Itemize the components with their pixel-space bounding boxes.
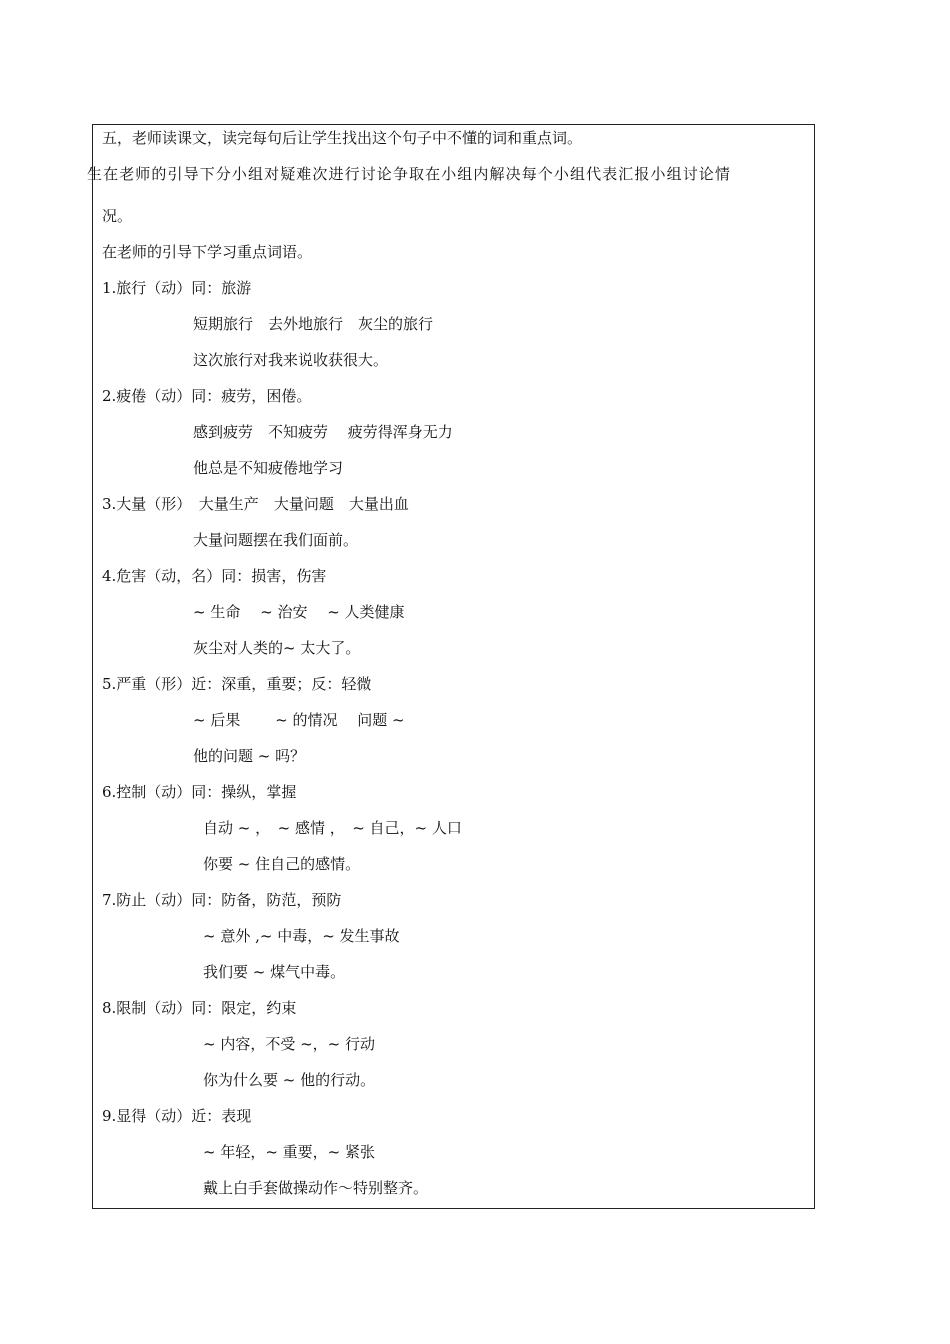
intro-line-2: 生在老师的引导下分小组对疑难次进行讨论争取在小组内解决每个小组代表汇报小组讨论情	[87, 165, 732, 183]
word-example: 这次旅行对我来说收获很大。	[193, 351, 389, 369]
word-example: ~ 内容，不受 ~，~ 行动	[203, 1035, 376, 1053]
word-example: 自动 ~ ， ~ 感情 ， ~ 自己，~ 人口	[203, 819, 462, 837]
word-example: ~ 生命 ~ 治安 ~ 人类健康	[193, 603, 405, 621]
word-example: ~ 意外 ,~ 中毒，~ 发生事故	[203, 927, 400, 945]
word-example: 你要 ~ 住自己的感情。	[203, 855, 361, 873]
word-example: 灰尘对人类的~ 太大了。	[193, 639, 361, 657]
word-example: 我们要 ~ 煤气中毒。	[203, 963, 346, 981]
intro-line-4: 在老师的引导下学习重点词语。	[102, 243, 313, 261]
word-example: ~ 后果 ~ 的情况 问题 ~	[193, 711, 405, 729]
word-heading: 9.显得（动）近：表现	[102, 1107, 252, 1125]
word-heading: 4.危害（动，名）同：损害，伤害	[102, 567, 327, 585]
word-heading: 6.控制（动）同：操纵，掌握	[102, 783, 297, 801]
word-heading: 8.限制（动）同：限定，约束	[102, 999, 297, 1017]
word-heading: 3.大量（形） 大量生产 大量问题 大量出血	[102, 495, 409, 513]
word-example: 大量问题摆在我们面前。	[193, 531, 359, 549]
word-heading: 1.旅行（动）同：旅游	[102, 279, 252, 297]
word-heading: 7.防止（动）同：防备，防范，预防	[102, 891, 342, 909]
word-example: 他的问题 ~ 吗？	[193, 747, 306, 765]
word-heading: 5.严重（形）近：深重，重要；反：轻微	[102, 675, 372, 693]
word-heading: 2.疲倦（动）同：疲劳，困倦。	[102, 387, 312, 405]
word-example: 戴上白手套做操动作～特别整齐。	[203, 1179, 429, 1197]
word-example: 感到疲劳 不知疲劳 疲劳得浑身无力	[193, 423, 453, 441]
intro-line-1: 五，老师读课文，读完每句后让学生找出这个句子中不懂的词和重点词。	[102, 129, 583, 147]
word-example: 他总是不知疲倦地学习	[193, 459, 344, 477]
intro-line-3: 况。	[102, 207, 133, 225]
word-example: 你为什么要 ~ 他的行动。	[203, 1071, 376, 1089]
word-example: ~ 年轻，~ 重要，~ 紧张	[203, 1143, 376, 1161]
word-example: 短期旅行 去外地旅行 灰尘的旅行	[193, 315, 434, 333]
